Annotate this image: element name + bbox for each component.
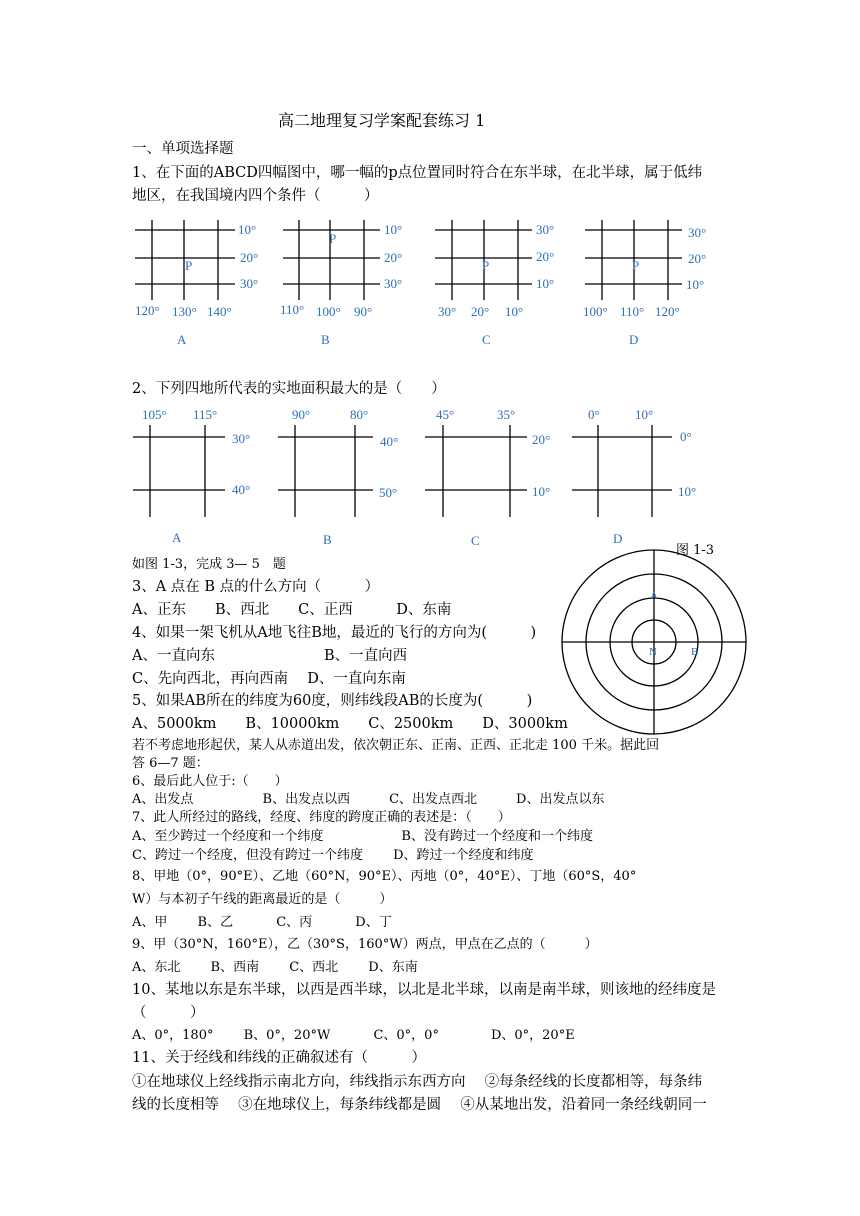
q11-line1: ①在地球仪上经线指示南北方向，纬线指示东西方向 ②每条经线的长度都相等，每条纬 [132,1074,703,1090]
q2-text: 2、下列四地所代表的实地面积最大的是（ ） [132,381,446,397]
q1-d-lon-2: 110° [620,304,645,319]
q4-option-a: A、一直向东 [132,648,215,664]
q1-a-letter: A [177,332,187,347]
intro-6-7-line1: 若不考虑地形起伏，某人从赤道出发，依次朝正东、正南、正西、正北走 100 千米。据此回 [132,738,660,753]
q3-text: 3、A 点在 B 点的什么方向（ ） [132,579,380,595]
q1-a-lon-1: 120° [135,303,160,318]
q1-b-lon-1: 110° [280,302,305,317]
q1-a-lat-1: 10° [238,222,257,237]
q1-c-lat-1: 30° [536,222,555,237]
q1-d-point: P [632,258,640,273]
q1-b-lon-2: 100° [316,304,341,319]
intro-3-5: 如图 1-3，完成 3— 5 题 [132,557,286,572]
q2-d-lon-2: 10° [635,407,654,422]
q11-line2: 线的长度相等 ③在地球仪上，每条纬线都是圆 ④从某地出发，沿着同一条经线朝同一 [132,1097,707,1113]
q1-b-lat-2: 20° [384,250,403,265]
q1-b-lat-1: 10° [384,222,403,237]
q2-a-lon-1: 105° [142,407,167,422]
q1-b-point: P [329,231,337,246]
q9-options: A、东北 B、西南 C、西北 D、东南 [132,960,418,975]
q1-b-lat-3: 30° [384,276,403,291]
q1-d-lat-3: 10° [686,277,705,292]
q1-d-lon-1: 100° [583,304,608,319]
q1-c-lat-2: 20° [536,249,555,264]
q5-options: A、5000km B、10000km C、2500km D、3000km [132,716,568,732]
q6-text: 6、最后此人位于:（ ） [132,774,288,789]
q2-b-lat-2: 50° [379,485,398,500]
q8-line2: W）与本初子午线的距离最近的是（ ） [132,892,393,907]
q2-grid-b-lines [278,425,373,517]
q1-c-point: P [482,258,490,273]
q1-a-lon-3: 140° [207,304,232,319]
point-a-label: A [650,590,658,602]
q2-c-lat-2: 10° [532,484,551,499]
q1-a-point: P [185,258,193,273]
q2-a-lon-2: 115° [193,407,218,422]
q1-b-lon-3: 90° [354,304,373,319]
q8-options: A、甲 B、乙 C、丙 D、丁 [132,915,392,930]
q7-options-ab: A、至少跨过一个经度和一个纬度 B、没有跨过一个经度和一个纬度 [132,829,593,844]
q1-c-lon-3: 10° [505,304,524,319]
q9-text: 9、甲（30°N，160°E），乙（30°S，160°W）两点，甲点在乙点的（ ） [132,937,598,952]
q2-c-letter: C [471,533,480,548]
q2-d-letter: D [613,531,623,546]
q11-text: 11、关于经线和纬线的正确叙述有（ ） [132,1050,426,1066]
q4-option-b: B、一直向西 [324,648,408,664]
q2-c-lat-1: 20° [532,432,551,447]
q1-a-lat-3: 30° [240,276,259,291]
q2-d-lat-1: 0° [680,429,692,444]
intro-6-7-line2: 答 6—7 题： [132,756,209,771]
q3-options: A、正东 B、西北 C、正西 D、东南 [132,602,452,618]
q2-b-lat-1: 40° [380,434,399,449]
q7-options-cd: C、跨过一个经度，但没有跨过一个纬度 D、跨过一个经度和纬度 [132,848,534,863]
q4-options-cd: C、先向西北，再向西南 D、一直向东南 [132,671,406,687]
q1-d-letter: D [629,332,639,347]
q2-a-lat-1: 30° [232,431,251,446]
point-b-label: B [691,646,699,658]
q6-options: A、出发点 B、出发点以西 C、出发点西北 D、出发点以东 [132,792,605,807]
q2-a-letter: A [172,530,182,545]
q8-line1: 8、甲地（0°，90°E）、乙地（60°N，90°E）、丙地（0°，40°E）、丁地（60°S，40° [132,869,637,884]
q2-a-lat-2: 40° [232,482,251,497]
q7-text: 7、此人所经过的路线，经度、纬度的跨度正确的表述是：（ ） [132,810,511,825]
q1-c-lon-1: 30° [438,304,457,319]
q2-c-lon-2: 35° [497,407,516,422]
q1-d-lat-2: 20° [688,251,707,266]
figure-caption: 图 1-3 [676,543,715,558]
page-title: 高二地理复习学案配套练习 1 [278,111,486,130]
q5-text: 5、如果AB所在的纬度为60度，则纬线段AB的长度为( ) [132,693,533,709]
q2-grid-c-lines [425,425,527,517]
q2-grid-a-lines [133,425,225,517]
q10-line2: （ ） [132,1005,205,1021]
q4-text: 4、如果一架飞机从A地飞往B地，最近的飞行的方向为( ) [132,625,537,641]
q2-c-lon-1: 45° [436,407,455,422]
q2-grid-d-lines [572,425,672,517]
q2-b-lon-1: 90° [292,407,311,422]
q2-b-lon-2: 80° [350,407,369,422]
q1-a-lon-2: 130° [172,304,197,319]
q1-line1: 1、在下面的ABCD四幅图中，哪一幅的p点位置同时符合在东半球，在北半球，属于低纬 [132,165,703,181]
north-pole-label: N [649,646,657,658]
q1-d-lon-3: 120° [655,304,680,319]
q1-b-letter: B [321,332,330,347]
q10-options: A、0°，180° B、0°，20°W C、0°，0° D、0°，20°E [132,1028,575,1043]
q1-line2: 地区，在我国境内四个条件（ ） [132,188,379,204]
q10-line1: 10、某地以东是东半球，以西是西半球，以北是北半球，以南是南半球，则该地的经纬度是 [132,982,716,998]
q1-d-lat-1: 30° [688,225,707,240]
q1-c-letter: C [482,332,491,347]
q1-c-lon-2: 20° [471,304,490,319]
q2-b-letter: B [323,532,332,547]
q1-c-lat-3: 10° [536,276,555,291]
q1-a-lat-2: 20° [240,250,259,265]
section-heading: 一、单项选择题 [132,141,234,157]
q2-d-lat-2: 10° [678,484,697,499]
q2-d-lon-1: 0° [588,407,600,422]
polar-figure [562,550,746,734]
